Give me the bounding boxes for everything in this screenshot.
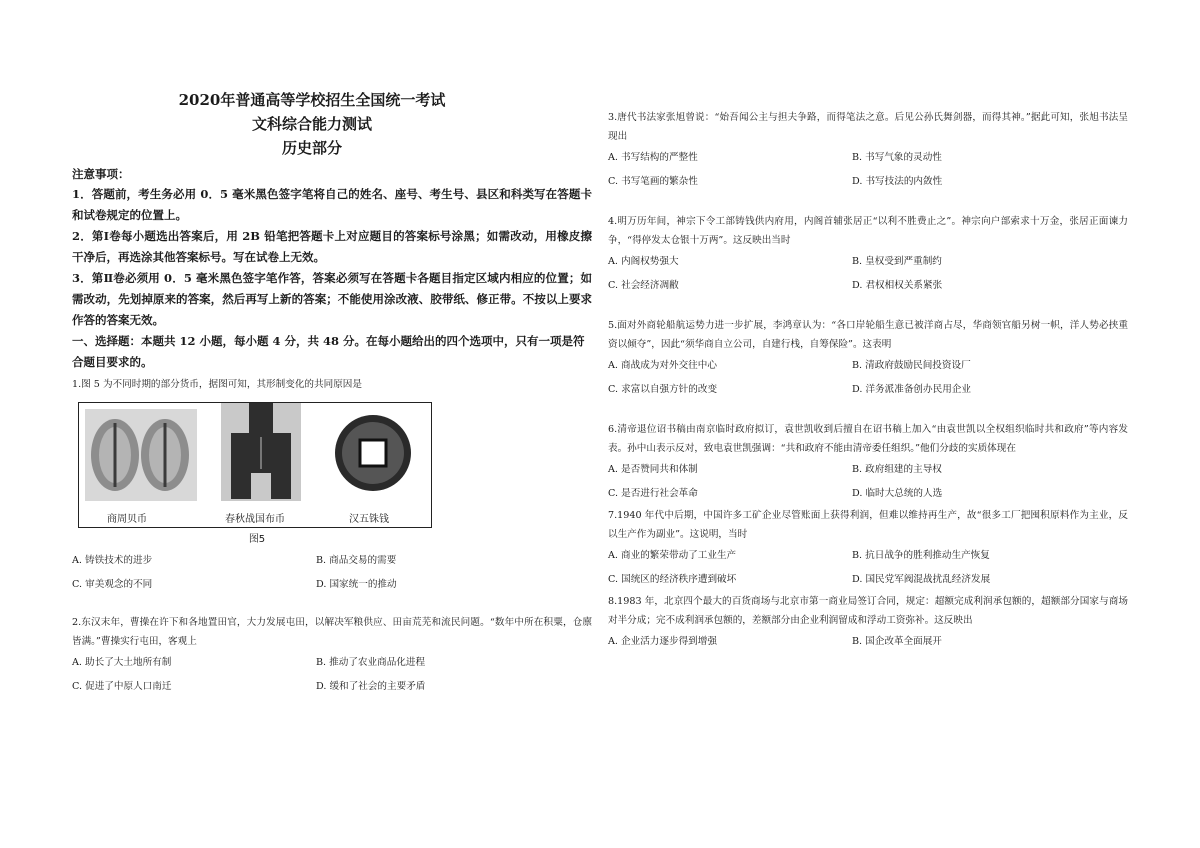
options-row [608,354,1128,378]
options-row [608,458,1128,482]
option-a: A. 书写结构的严整性 [608,152,698,163]
figure-number: 图5 [248,534,266,545]
option-c: C. 促进了中原人口南迁 [72,681,172,692]
figure-caption: 汉五铢钱 [349,514,389,525]
right-column [608,108,1128,654]
currency-figure [78,402,432,528]
question-stem: 8.1983 年，北京四个最大的百货商场与北京市第一商业局签订合同，规定：超额完成利润承包额的，超额部分国家与商场对半分成；完不成利润承包额的，差额部分由企业利润留成和浮动工资弥补。这反映出 [608,596,1128,626]
option-d: D. 国民党军阀混战扰乱经济发展 [852,574,991,585]
notice-item: 2．第Ⅰ卷每小题选出答案后，用 2B 铅笔把答题卡上对应题目的答案标号涂黑；如需改动，用橡皮擦干净后，再选涂其他答案标号。写在试卷上无效。 [72,229,592,264]
options-row [72,573,592,597]
option-c: C. 求富以自强方针的改变 [608,384,718,395]
option-a: A. 企业活力逐步得到增强 [608,636,717,647]
exam-title: 2020年普通高等学校招生全国统一考试 [178,91,446,109]
option-d: D. 君权相权关系紧张 [852,280,943,291]
option-a: A. 铸铁技术的进步 [72,555,153,566]
question-stem: 7.1940 年代中后期，中国许多工矿企业尽管账面上获得利润，但难以维持再生产，故“很多工厂把囤积原料作为主业，反以生产作为副业”。这说明，当时 [608,510,1128,540]
option-b: B. 皇权受到严重制约 [852,256,942,267]
options-row [608,250,1128,274]
options-row [72,549,592,573]
option-b: B. 清政府鼓励民间投资设厂 [852,360,971,371]
left-column [72,88,592,699]
option-a: A. 助长了大土地所有制 [72,657,172,668]
option-c: C. 书写笔画的繁杂性 [608,176,698,187]
question-stem: 4.明万历年间，神宗下令工部铸钱供内府用，内阁首辅张居正“以利不胜费止之”。神宗向户部索求十万金，张居正面谏力争，“得停发太仓银十万两”。这反映出当时 [608,216,1128,246]
figure-caption: 春秋战国布币 [225,514,285,525]
options-row [608,482,1128,506]
options-row [608,630,1128,654]
option-b: B. 推动了农业商品化进程 [316,657,426,668]
option-c: C. 审美观念的不同 [72,579,153,590]
option-c: C. 国统区的经济秩序遭到破坏 [608,574,737,585]
notice-item: 3．第Ⅱ卷必须用 0．5 毫米黑色签字笔作答，答案必须写在答题卡各题目指定区域内相应的位置；如需改动，先划掉原来的答案，然后再写上新的答案；不能使用涂改液、胶带纸、修正带。不按以上要求作答的答案无效。 [72,271,592,327]
option-a: A. 内阁权势强大 [608,256,679,267]
option-d: D. 缓和了社会的主要矛盾 [316,681,426,692]
option-a: A. 商业的繁荣带动了工业生产 [608,550,737,561]
option-a: A. 是否赞同共和体制 [608,464,698,475]
question-stem: 1.图 5 为不同时期的部分货币，据图可知，其形制变化的共同原因是 [72,379,362,390]
options-row [608,146,1128,170]
wuzhu-coin-image [333,413,413,497]
option-a: A. 商战成为对外交往中心 [608,360,717,371]
option-d: D. 洋务派准备创办民用企业 [852,384,971,395]
exam-section-title: 历史部分 [281,139,342,157]
options-row [608,170,1128,194]
option-b: B. 政府组建的主导权 [852,464,942,475]
option-d: D. 国家统一的推动 [316,579,397,590]
options-row [608,274,1128,298]
option-d: D. 书写技法的内敛性 [852,176,943,187]
option-b: B. 书写气象的灵动性 [852,152,942,163]
options-row [72,651,592,675]
options-row [608,568,1128,592]
spade-coin-image [221,403,301,505]
options-row [608,544,1128,568]
option-d: D. 临时大总统的人选 [852,488,943,499]
shell-coin-image [85,409,197,505]
options-row [72,675,592,699]
notice-item: 1．答题前，考生务必用 0．5 毫米黑色签字笔将自己的姓名、座号、考生号、县区和科类写在答题卡和试卷规定的位置上。 [72,187,592,222]
figure-caption: 商周贝币 [107,514,147,525]
option-b: B. 抗日战争的胜利推动生产恢复 [852,550,990,561]
question-stem: 6.清帝退位诏书稿由南京临时政府拟订，袁世凯收到后擅自在诏书稿上加入“由袁世凯以全权组织临时共和政府”等内容发表。孙中山表示反对，致电袁世凯强调：“共和政府不能由清帝委任组织。”他们分歧的实质体现在 [608,424,1128,454]
option-b: B. 国企改革全面展开 [852,636,942,647]
question-stem: 2.东汉末年，曹操在许下和各地置田官，大力发展屯田，以解决军粮供应、田亩荒芜和流民问题。“数年中所在积粟，仓廪皆满。”曹操实行屯田，客观上 [72,617,592,647]
exam-subtitle: 文科综合能力测试 [251,115,372,133]
option-c: C. 是否进行社会革命 [608,488,698,499]
options-row [608,378,1128,402]
option-b: B. 商品交易的需要 [316,555,397,566]
notice-heading: 注意事项： [72,167,130,181]
section-heading: 一、选择题：本题共 12 小题，每小题 4 分，共 48 分。在每小题给出的四个选项中，只有一项是符合题目要求的。 [72,334,585,369]
question-stem: 5.面对外商轮船航运势力进一步扩展，李鸿章认为：“各口岸轮船生意已被洋商占尽，华商领官船另树一帜，洋人势必挟重资以倾夺”，因此“须华商自立公司，自建行栈，自筹保险”。这表明 [608,320,1128,350]
option-c: C. 社会经济凋敝 [608,280,679,291]
question-stem: 3.唐代书法家张旭曾说：“始吾闻公主与担夫争路，而得笔法之意。后见公孙氏舞剑器，而得其神。”据此可知，张旭书法呈现出 [608,112,1128,142]
